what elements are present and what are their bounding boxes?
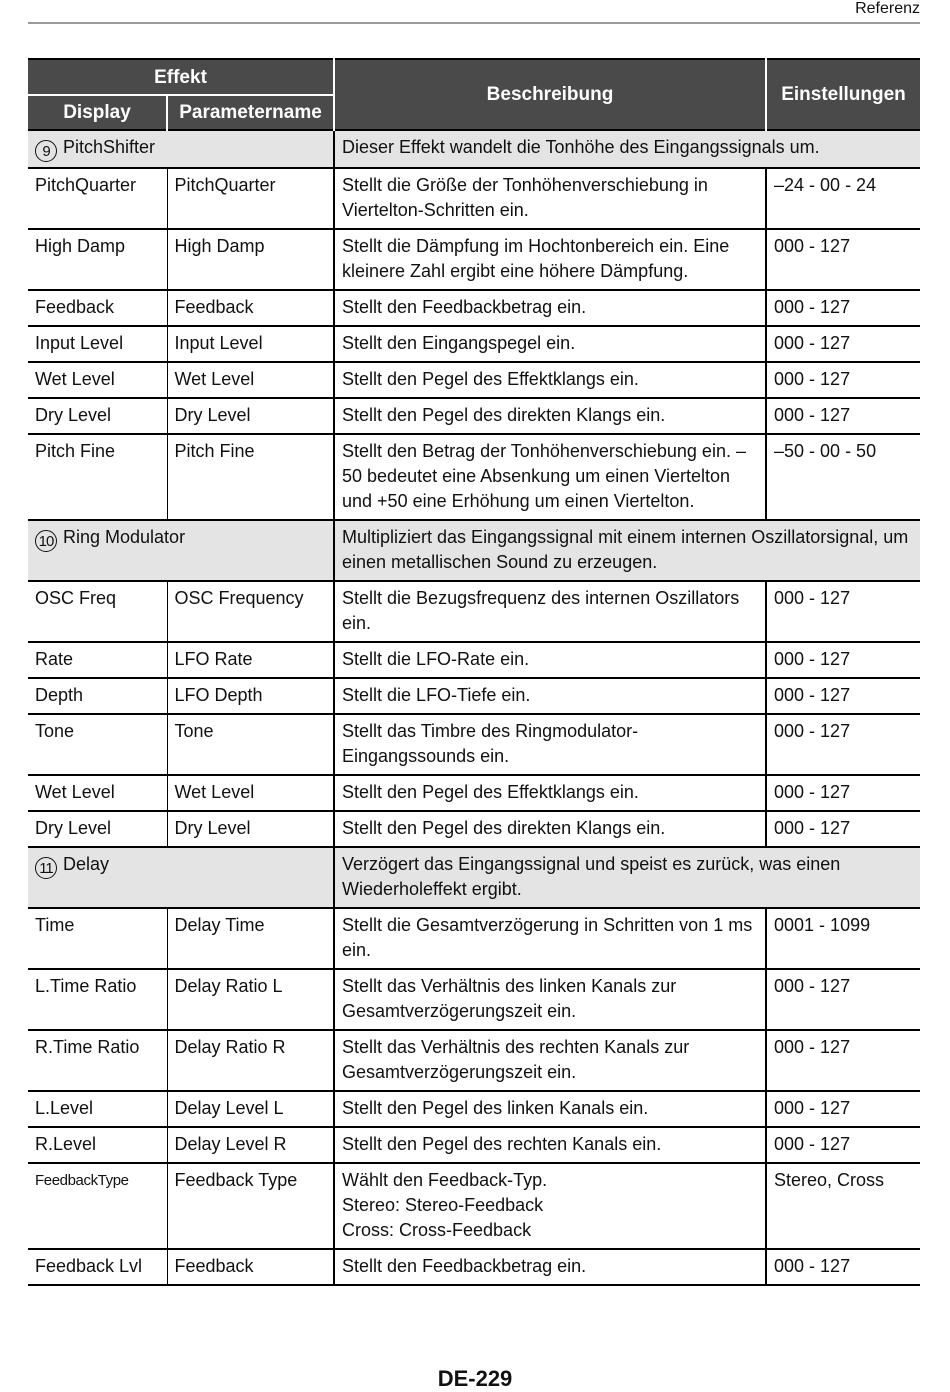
table-row <box>28 1249 920 1285</box>
display-cell: Tone <box>28 714 167 775</box>
settings-cell: 000 - 127 <box>766 969 920 1030</box>
section-number-badge: 11 <box>35 857 57 879</box>
table-row <box>28 642 920 678</box>
parameter-cell: Delay Level R <box>167 1127 334 1163</box>
settings-cell: 0001 - 1099 <box>766 908 920 969</box>
display-cell: Pitch Fine <box>28 434 167 520</box>
description-cell: Stellt den Pegel des direkten Klangs ein. <box>334 398 766 434</box>
table-row <box>28 434 920 520</box>
description-cell: Stellt den Betrag der Tonhöhenverschiebung ein. –50 bedeutet eine Absenkung um einen Viertelton und +50 eine Erhöhung um einen Viertelton. <box>334 434 766 520</box>
display-cell: Input Level <box>28 326 167 362</box>
display-cell: Feedback <box>28 290 167 326</box>
settings-cell: –24 - 00 - 24 <box>766 168 920 229</box>
section-description: Dieser Effekt wandelt die Tonhöhe des Eingangssignals um. <box>334 130 920 168</box>
parameter-cell: Dry Level <box>167 811 334 847</box>
description-cell: Stellt die Dämpfung im Hochtonbereich ein. Eine kleinere Zahl ergibt eine höhere Dämpfung. <box>334 229 766 290</box>
header-rule <box>28 22 920 24</box>
header-einstellungen: Einstellungen <box>766 59 920 130</box>
description-cell: Stellt den Pegel des Effektklangs ein. <box>334 775 766 811</box>
settings-cell: 000 - 127 <box>766 714 920 775</box>
display-cell: OSC Freq <box>28 581 167 642</box>
table-row <box>28 1163 920 1249</box>
parameter-cell: Input Level <box>167 326 334 362</box>
settings-cell: 000 - 127 <box>766 775 920 811</box>
settings-cell: 000 - 127 <box>766 290 920 326</box>
description-cell: Stellt das Verhältnis des linken Kanals zur Gesamtverzögerungszeit ein. <box>334 969 766 1030</box>
parameter-cell: Delay Ratio R <box>167 1030 334 1091</box>
parameter-cell: Feedback <box>167 1249 334 1285</box>
parameter-cell: Feedback <box>167 290 334 326</box>
display-cell: High Damp <box>28 229 167 290</box>
section-name: PitchShifter <box>63 137 156 157</box>
parameter-cell: Delay Level L <box>167 1091 334 1127</box>
settings-cell: 000 - 127 <box>766 398 920 434</box>
description-cell: Stellt den Pegel des direkten Klangs ein. <box>334 811 766 847</box>
parameter-cell: Tone <box>167 714 334 775</box>
parameter-cell: LFO Rate <box>167 642 334 678</box>
description-cell: Stellt die Größe der Tonhöhenverschiebung in Viertelton-Schritten ein. <box>334 168 766 229</box>
parameter-cell: LFO Depth <box>167 678 334 714</box>
settings-cell: 000 - 127 <box>766 678 920 714</box>
section-name: Delay <box>63 854 110 874</box>
display-cell: L.Time Ratio <box>28 969 167 1030</box>
settings-cell: 000 - 127 <box>766 1127 920 1163</box>
description-cell: Stellt den Feedbackbetrag ein. <box>334 1249 766 1285</box>
parameter-cell: Wet Level <box>167 362 334 398</box>
settings-cell: 000 - 127 <box>766 229 920 290</box>
table-row <box>28 290 920 326</box>
description-cell: Stellt die Bezugsfrequenz des internen Oszillators ein. <box>334 581 766 642</box>
display-cell: R.Level <box>28 1127 167 1163</box>
parameter-cell: Dry Level <box>167 398 334 434</box>
table-row <box>28 714 920 775</box>
display-cell: R.Time Ratio <box>28 1030 167 1091</box>
parameter-cell: Delay Ratio L <box>167 969 334 1030</box>
section-number-badge: 10 <box>35 530 57 552</box>
running-head: Referenz <box>855 0 920 17</box>
settings-cell: 000 - 127 <box>766 1030 920 1091</box>
table-body <box>28 130 920 1285</box>
settings-cell: Stereo, Cross <box>766 1163 920 1249</box>
table-row <box>28 581 920 642</box>
table-row <box>28 398 920 434</box>
table-row <box>28 326 920 362</box>
display-cell: Wet Level <box>28 362 167 398</box>
settings-cell: 000 - 127 <box>766 362 920 398</box>
table-row <box>28 168 920 229</box>
section-title <box>28 130 334 168</box>
display-cell: Feedback Lvl <box>28 1249 167 1285</box>
description-cell: Stellt die LFO-Tiefe ein. <box>334 678 766 714</box>
parameter-cell: Delay Time <box>167 908 334 969</box>
display-cell: Dry Level <box>28 811 167 847</box>
parameter-cell: OSC Frequency <box>167 581 334 642</box>
section-description: Multipliziert das Eingangssignal mit einem internen Oszillatorsignal, um einen metallischen Sound zu erzeugen. <box>334 520 920 581</box>
header-effekt: Effekt <box>28 59 334 95</box>
table-row <box>28 1127 920 1163</box>
description-cell: Stellt den Pegel des linken Kanals ein. <box>334 1091 766 1127</box>
description-cell: Stellt das Timbre des Ringmodulator-Eingangssounds ein. <box>334 714 766 775</box>
settings-cell: 000 - 127 <box>766 1249 920 1285</box>
display-cell: Depth <box>28 678 167 714</box>
section-title <box>28 520 334 581</box>
parameter-cell: Wet Level <box>167 775 334 811</box>
settings-cell: 000 - 127 <box>766 811 920 847</box>
table-row <box>28 678 920 714</box>
display-cell: Rate <box>28 642 167 678</box>
table-header <box>28 59 920 130</box>
header-display: Display <box>28 95 167 130</box>
effect-parameter-table <box>28 58 920 1286</box>
section-row <box>28 130 920 168</box>
table-row <box>28 775 920 811</box>
settings-cell: –50 - 00 - 50 <box>766 434 920 520</box>
display-cell: L.Level <box>28 1091 167 1127</box>
description-cell: Stellt den Pegel des rechten Kanals ein. <box>334 1127 766 1163</box>
description-cell: Stellt die LFO-Rate ein. <box>334 642 766 678</box>
description-cell: Stellt den Pegel des Effektklangs ein. <box>334 362 766 398</box>
section-description: Verzögert das Eingangssignal und speist es zurück, was einen Wiederholeffekt ergibt. <box>334 847 920 908</box>
section-row <box>28 847 920 908</box>
display-cell: Time <box>28 908 167 969</box>
display-cell: FeedbackType <box>28 1163 167 1249</box>
section-name: Ring Modulator <box>63 527 186 547</box>
description-cell: Stellt das Verhältnis des rechten Kanals zur Gesamtverzögerungszeit ein. <box>334 1030 766 1091</box>
table-row <box>28 811 920 847</box>
parameter-cell: Feedback Type <box>167 1163 334 1249</box>
description-cell: Stellt den Feedbackbetrag ein. <box>334 290 766 326</box>
settings-cell: 000 - 127 <box>766 581 920 642</box>
display-cell: PitchQuarter <box>28 168 167 229</box>
settings-cell: 000 - 127 <box>766 326 920 362</box>
section-title <box>28 847 334 908</box>
table-row <box>28 229 920 290</box>
section-row <box>28 520 920 581</box>
page-number: DE-229 <box>437 1366 513 1391</box>
parameter-cell: PitchQuarter <box>167 168 334 229</box>
table-row <box>28 362 920 398</box>
table-row <box>28 1091 920 1127</box>
table-row <box>28 1030 920 1091</box>
table-row <box>28 969 920 1030</box>
description-cell: Stellt die Gesamtverzögerung in Schritten von 1 ms ein. <box>334 908 766 969</box>
parameter-cell: Pitch Fine <box>167 434 334 520</box>
parameter-cell: High Damp <box>167 229 334 290</box>
header-beschreibung: Beschreibung <box>334 59 766 130</box>
description-cell: Stellt den Eingangspegel ein. <box>334 326 766 362</box>
description-cell: Wählt den Feedback-Typ. Stereo: Stereo-Feedback Cross: Cross-Feedback <box>334 1163 766 1249</box>
display-cell: Dry Level <box>28 398 167 434</box>
display-cell: Wet Level <box>28 775 167 811</box>
section-number-badge: 9 <box>35 140 57 162</box>
table-row <box>28 908 920 969</box>
settings-cell: 000 - 127 <box>766 642 920 678</box>
settings-cell: 000 - 127 <box>766 1091 920 1127</box>
header-parametername: Parametername <box>167 95 334 130</box>
